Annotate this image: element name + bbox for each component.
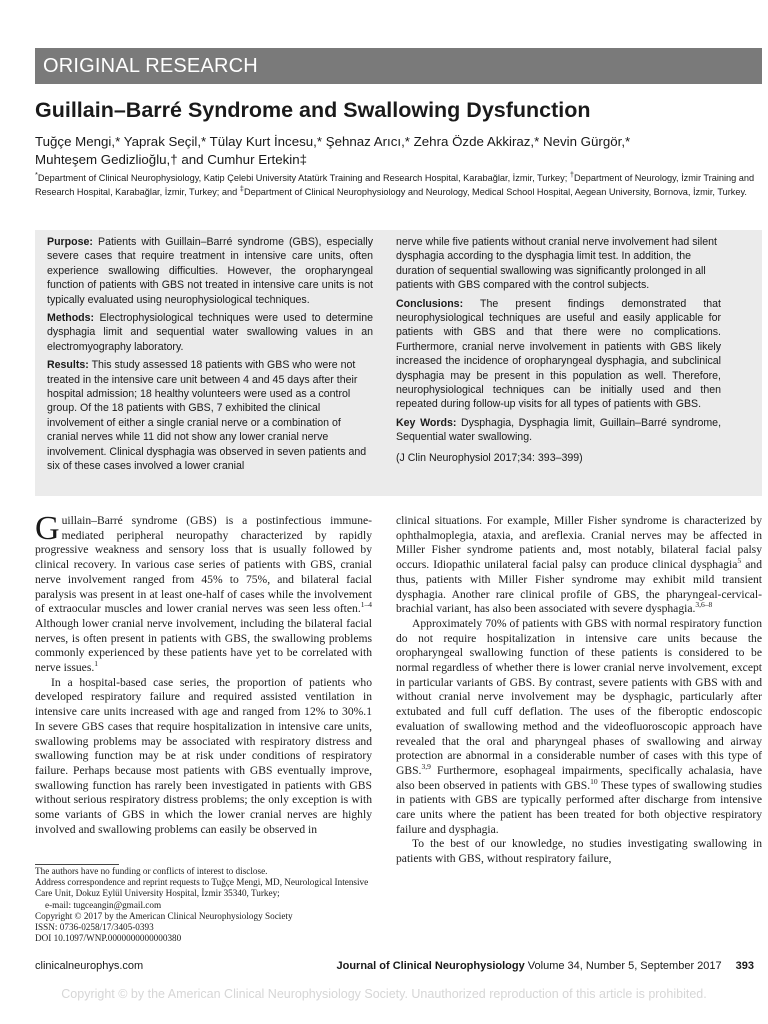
journal-footer	[336, 960, 754, 972]
ref-superscript: 1	[94, 659, 98, 669]
author-line-2: Muhteşem Gedizlioğlu,† and Cumhur Ertekin‡	[35, 151, 307, 167]
affiliation-3: Department of Clinical Neurophysiology and Neurology, Medical School Hospital, Aegean University, Bornova, İzmir, Turkey.	[243, 187, 747, 197]
funding-note: The authors have no funding or conflicts of interest to disclose.	[35, 866, 268, 876]
r1-text-b: and thus, patients with Miller Fisher syndrome may exhibit mild transient dysphagia. Another rare clinical profile of GBS, the pharyngeal-cervical-brachial variant, has also been associated with severe dysphagia.	[396, 558, 762, 616]
body-paragraph-4	[396, 617, 762, 838]
body-paragraph-5: To the best of our knowledge, no studies investigating swallowing in patients with GBS, without respiratory failure,	[396, 837, 762, 866]
abstract-citation: (J Clin Neurophysiol 2017;34: 393–399)	[396, 451, 583, 464]
journal-issue: Volume 34, Number 5, September 2017	[527, 960, 722, 972]
conclusions-label: Conclusions:	[396, 297, 464, 310]
author-line-1: Tuğçe Mengi,* Yaprak Seçil,* Tülay Kurt İncesu,* Şehnaz Arıcı,* Zehra Özde Akkiraz,* Nevin Gürgör,*	[35, 134, 631, 149]
affiliation-1: Department of Clinical Neurophysiology, Katip Çelebi University Atatürk Training and Research Hospital, Karabağlar, İzmir, Turkey;	[37, 173, 568, 183]
issn-note: ISSN: 0736-0258/17/3405-0393	[35, 922, 154, 933]
doi-note: DOI 10.1097/WNP.0000000000000380	[35, 933, 182, 944]
methods-label: Methods:	[47, 312, 95, 325]
body-paragraph-2: In a hospital-based case series, the proportion of patients who developed respiratory failure and required assisted ventilation in intensive care units increased with age and ranged from 12% to 30%.1 In severe GBS cases that require hospitalization in intensive care units, swallowing problems may be associated with respiratory distress and swallowing function may be at risk under conditions of respiratory failure. Perhaps because most patients with GBS eventually improve, swallowing function has rarely been investigated in patients with GBS without serious respiratory distress problems; the only exception is with some variants of GBS in which the lower cranial nerves are highly involved and swallowing problems can easily be observed in	[35, 675, 372, 836]
purpose-text: Patients with Guillain–Barré syndrome (GBS), especially severe cases that require treatment in intensive care units, often experience swallowing difficulties. However, the oropharyngeal function of patients with GBS not treated in intensive care units is not typically evaluated using neurophysiological techniques.	[47, 236, 373, 306]
abstract-methods	[47, 311, 373, 354]
ref-superscript: 1–4	[360, 600, 372, 610]
footnote-rule	[35, 864, 119, 865]
correspondence-address: Address correspondence and reprint requests to Tuğçe Mengi, MD, Neurological Intensive Care Unit, Dokuz Eylül University Hospital, İzmir 35340, Turkey;	[35, 877, 369, 899]
ref-superscript: 5	[737, 556, 742, 566]
copyright-watermark: Copyright © by the American Clinical Neurophysiology Society. Unauthorized reproduction of this article is prohibited.	[61, 987, 707, 1001]
abstract-box	[35, 230, 762, 496]
abstract-conclusions	[396, 297, 721, 412]
abstract-keywords	[396, 416, 721, 445]
footnotes	[35, 866, 372, 944]
keywords-text: Dysphagia, Dysphagia limit, Guillain–Barré syndrome, Sequential water swallowing.	[396, 416, 722, 444]
p1-text-a: uillain–Barré syndrome (GBS) is a postinfectious immune-mediated peripheral neuropathy characterized by rapidly progressive weakness and sensory loss that is usually followed by clinical recovery. In various case series of patients with GBS, cranial nerve involvement ranged from 45% to 75%, and bilateral facial paralysis was present in at least one-half of cases while the involvement of extraocular muscles and lower cranial nerves was seen less often.	[35, 514, 372, 616]
affiliations: *Department of Clinical Neurophysiology, Katip Çelebi University Atatürk Training and Research Hospital, Karabağlar, İzmir, Turkey; †Department of Neurology, İzmir Training and Research Hospital, Karabağlar, İzmir, Turkey; and ‡Department of Clinical Neurophysiology and Neurology, Medical School Hospital, Aegean University, Bornova, İzmir, Turkey.	[35, 169, 755, 197]
section-banner: ORIGINAL RESEARCH	[35, 48, 762, 84]
r2-text-a: Approximately 70% of patients with GBS with normal respiratory function do not require hospitalization in intensive care units because the oropharyngeal swallowing function of these patients is considered to be normal regardless of whether there is lower cranial nerve involvement, except in particular variants of GBS. By contrast, severe patients with GBS with and without cranial nerve involvement may be dysphagic, particularly after extubated and full cuff deflation. The uses of the fiberoptic endoscopic evaluation of swallowing method and the videofluoroscopic approach have revealed that the oral and pharyngeal phases of swallowing and airway protection are abnormal in a considerable number of cases with this type of GBS.	[396, 616, 762, 777]
abstract-results-continued: nerve while five patients without cranial nerve involvement had silent dysphagia according to the dysphagia limit test. In addition, the duration of sequential swallowing was significantly prolonged in all patients with GBS compared with the control subjects.	[396, 236, 717, 292]
author-list	[35, 133, 762, 168]
ref-superscript: 10	[590, 776, 598, 786]
body-paragraph-3	[396, 514, 762, 617]
affiliation-2: Department of Neurology, İzmir Training and Research Hospital, Karabağlar, İzmir, Turkey; and	[35, 173, 755, 197]
body-paragraph-1	[35, 510, 372, 676]
article-title: Guillain–Barré Syndrome and Swallowing Dysfunction	[35, 98, 591, 122]
purpose-label: Purpose:	[47, 236, 93, 248]
journal-name: Journal of Clinical Neurophysiology	[336, 960, 525, 972]
keywords-label: Key Words:	[396, 416, 457, 429]
r1-text-a: clinical situations. For example, Miller Fisher syndrome is characterized by ophthalmoplegia, ataxia, and areflexia. Cranial nerves may be affected in Miller Fisher syndrome patients and, most notably, bilateral facial palsy occurs. Idiopathic unilateral facial palsy can produce clinical dysphagia	[396, 514, 762, 572]
abstract-purpose	[47, 235, 373, 307]
abstract-results	[47, 358, 373, 473]
conclusions-text: The present findings demonstrated that neurophysiological techniques are useful and easily applicable for patients with GBS and that there were no complications. Furthermore, cranial nerve involvement in patients with GBS likely increased the incidence of oropharyngeal dysphagia, and subclinical dysphagia may be present in this population as well. Therefore, neurophysiological techniques can be initially used and then repeated during follow-up visits for all types of patients with GBS.	[396, 297, 721, 411]
p1-text-b: Although lower cranial nerve involvement, including the bilateral facial nerves, is often present in patients with GBS, the swallowing problems commonly experienced by these patients have yet to be correlated with nerve issues.	[35, 616, 372, 675]
correspondence-email: e-mail: tugceangin@gmail.com	[45, 899, 162, 910]
body-right-column	[396, 514, 762, 867]
results-text: This study assessed 18 patients with GBS who were not treated in the intensive care unit between 4 and 45 days after their hospital admission; 18 healthy volunteers were used as a control group. Of the 18 patients with GBS, 7 exhibited the clinical involvement of either a single cranial nerve or a combination of cranial nerves while 11 did not show any lower cranial nerve involvement. Clinical dysphagia was observed in seven patients and six of these cases involved a lower cranial	[47, 359, 367, 473]
abstract-left-column	[47, 235, 373, 478]
copyright-note: Copyright © 2017 by the American Clinical Neurophysiology Society	[35, 910, 293, 921]
ref-superscript: 3,9	[421, 762, 431, 772]
ref-superscript: 3,6–8	[695, 600, 713, 610]
results-label: Results:	[47, 359, 89, 372]
abstract-right-column	[396, 235, 721, 469]
body-left-column	[35, 510, 372, 837]
page-number: 393	[735, 960, 754, 972]
journal-website: clinicalneurophys.com	[35, 960, 144, 972]
r2-text-b: Furthermore, esophageal impairments, specifically achalasia, have also been observed in patients with GBS.	[396, 763, 762, 792]
r2-text-c: These types of swallowing studies in patients with GBS are typically performed after discharge from intensive care units where the patient has been treated for both objective respiratory failure and dysphagia.	[396, 778, 762, 836]
methods-text: Electrophysiological techniques were used to determine dysphagia limit and sequential water swallowing values in an electromyography laboratory.	[47, 312, 373, 353]
drop-cap: G	[35, 510, 60, 547]
